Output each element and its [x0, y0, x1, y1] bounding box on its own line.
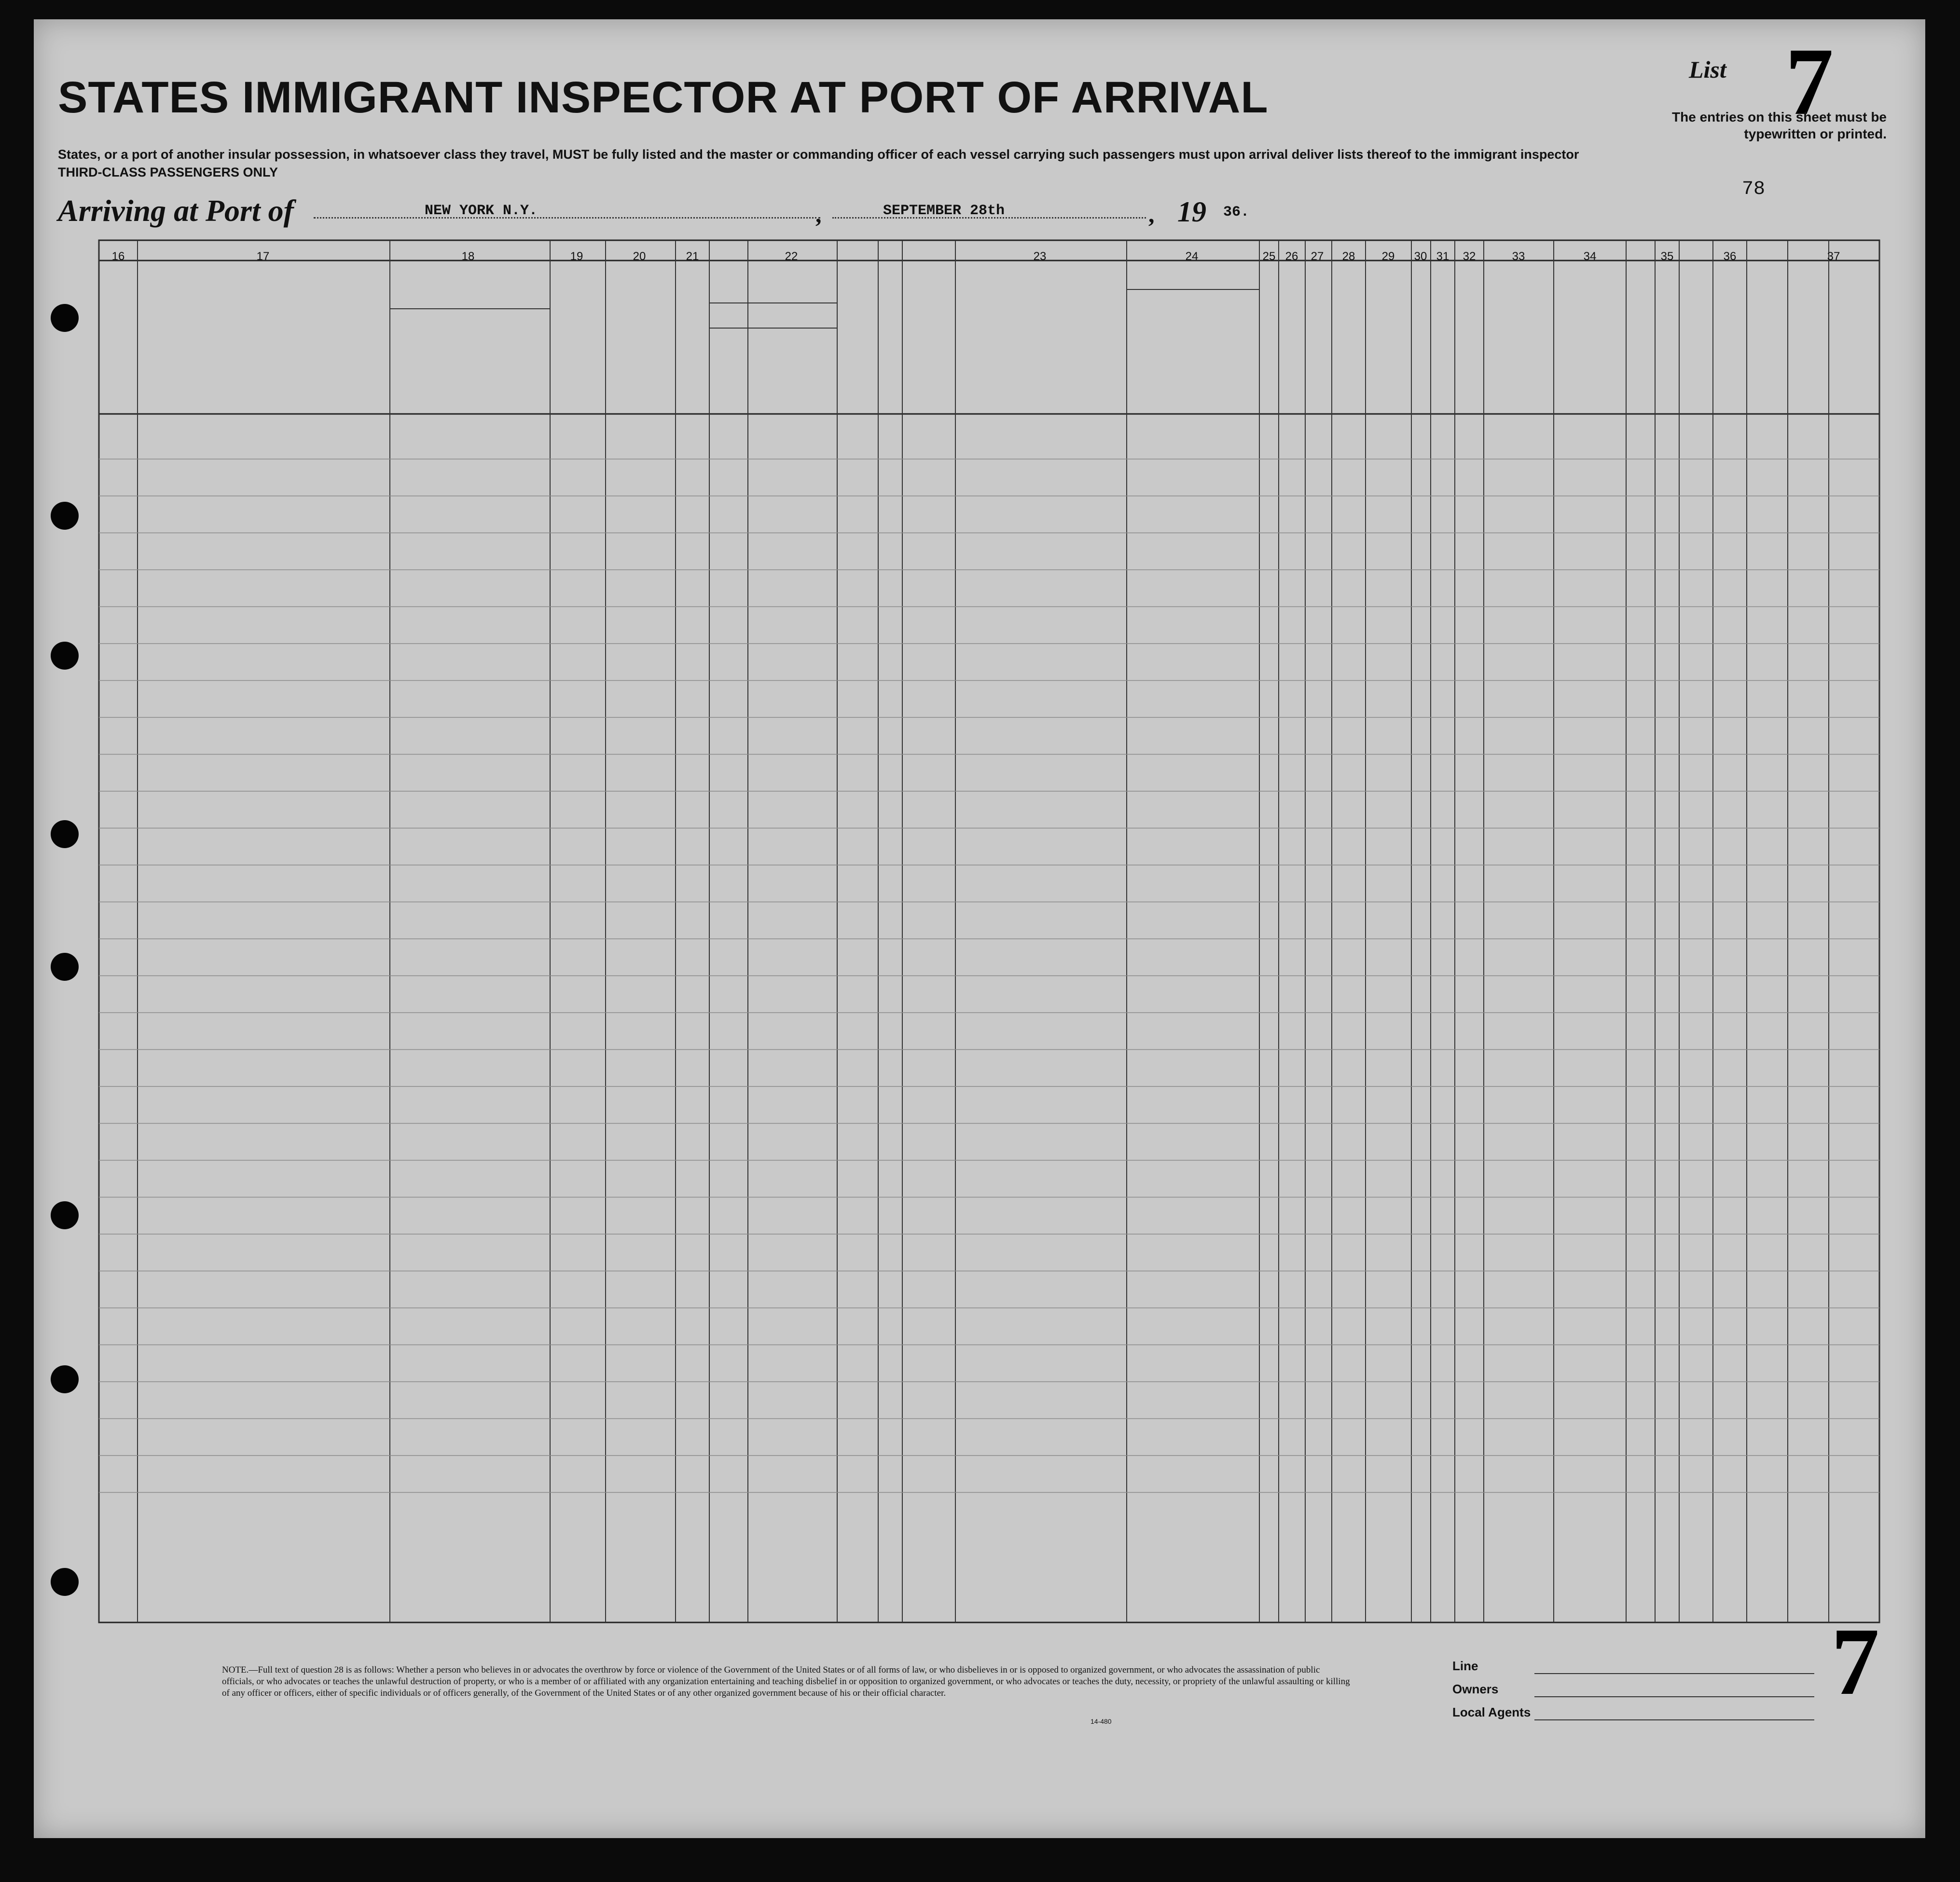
column-number: 18: [461, 250, 475, 263]
binder-hole: [51, 953, 79, 981]
footer-line-field: [1534, 1673, 1814, 1674]
header-prison: [1260, 299, 1278, 405]
form-title: STATES IMMIGRANT INSPECTOR AT PORT OF ARRIVAL: [58, 73, 1269, 122]
column-number: 36: [1723, 250, 1737, 263]
arrival-date: SEPTEMBER 28th: [883, 203, 1005, 219]
column-number: 33: [1512, 250, 1525, 263]
list-note: The entries on this sheet must be typewritten or printed.: [1672, 110, 1887, 141]
header-q28: [1333, 299, 1365, 405]
arrival-year-suffix: 36.: [1223, 204, 1250, 220]
binder-hole: [51, 1568, 79, 1596]
page-number: 78: [1742, 179, 1766, 200]
column-number: 20: [633, 250, 646, 263]
column-number: 30: [1414, 250, 1427, 263]
binder-hole: [51, 502, 79, 530]
column-number: 17: [256, 250, 270, 263]
column-number: 19: [570, 250, 583, 263]
form-code: 14-480: [1090, 1717, 1112, 1725]
list-number: 7: [1785, 28, 1834, 135]
column-number: 35: [1660, 250, 1674, 263]
binder-hole: [51, 304, 79, 332]
header-purpose-a: [1128, 299, 1171, 405]
column-number: 23: [1033, 250, 1047, 263]
arrival-year-prefix: 19: [1177, 196, 1206, 228]
column-number: 22: [785, 250, 798, 263]
header-purpose-b: [1173, 299, 1216, 405]
footer-agents-field: [1534, 1719, 1814, 1720]
header-polygamist: [1280, 299, 1305, 405]
column-number: 29: [1381, 250, 1395, 263]
column-number: 34: [1583, 250, 1597, 263]
header-anarchist: [1306, 299, 1331, 405]
comma: ,: [1148, 201, 1155, 228]
manifest-sheet: [34, 19, 1925, 1838]
passenger-class-line: THIRD-CLASS PASSENGERS ONLY: [58, 165, 278, 179]
column-number: 28: [1342, 250, 1355, 263]
binder-hole: [51, 820, 79, 848]
column-number: 27: [1311, 250, 1324, 263]
question-28-note: NOTE.—Full text of question 28 is as follows: Whether a person who believes in or advocates the overthrow by force or violence of the Government of the United States or of all forms of law, or who disbelieves in or is opposed to organized government, or who advocates the assassination of public officials, or who advocates or teaches the unlawful destruction of property, or who is a member of or affiliated with any organization entertaining and teaching disbelief in or opposition to organized government, or who advocates or teaches the duty, necessity, or propriety of the unlawful assaulting or killing of any officer or officers, either of specific individuals or of officers generally, of the Government of the United States or of any other organized government because of his or their official character.: [222, 1665, 1350, 1698]
list-label: List: [1689, 56, 1726, 83]
column-number: 26: [1285, 250, 1298, 263]
arrival-port: NEW YORK N.Y.: [425, 203, 538, 219]
binder-hole: [51, 1365, 79, 1393]
binder-hole: [51, 1201, 79, 1229]
form-instructions: States, or a port of another insular possession, in whatsoever class they travel, MUST be fully listed and the master or commanding officer of each vessel carrying such passengers must upon arrival deliver lists thereof to the immigrant inspector: [58, 147, 1579, 162]
column-number: 37: [1827, 250, 1840, 263]
footer-owners-field: [1534, 1696, 1814, 1697]
column-number: 21: [686, 250, 699, 263]
footer-agents-label: Local Agents: [1452, 1705, 1531, 1719]
comma: ,: [815, 201, 822, 228]
header-purpose-c: [1216, 299, 1258, 405]
column-number: 16: [111, 250, 125, 263]
arriving-label: Arriving at Port of: [58, 193, 294, 228]
footer-owners-label: Owners: [1452, 1682, 1499, 1696]
header-q29: [1366, 299, 1410, 405]
port-line: [314, 217, 820, 219]
column-number: 24: [1185, 250, 1199, 263]
column-number: 31: [1436, 250, 1449, 263]
binder-hole: [51, 642, 79, 670]
footer-line-label: Line: [1452, 1659, 1478, 1673]
column-number: 25: [1262, 250, 1276, 263]
footer-list-number: 7: [1831, 1608, 1879, 1715]
column-number: 32: [1463, 250, 1476, 263]
